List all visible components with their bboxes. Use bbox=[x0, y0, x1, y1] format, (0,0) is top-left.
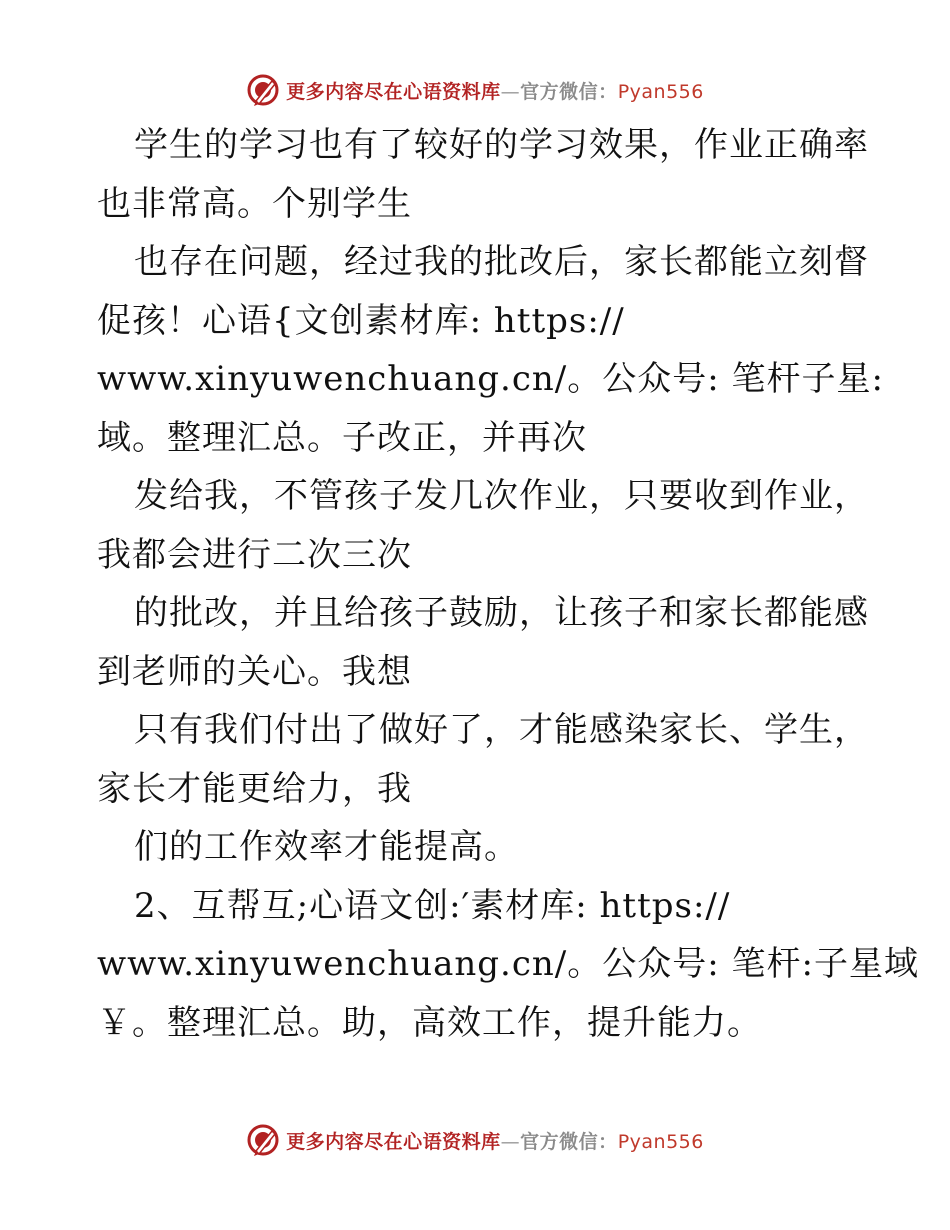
banner-main-text: 更多内容尽在心语资料库 bbox=[286, 1130, 501, 1153]
text-line: 发给我，不管孩子发几次作业，只要收到作业， bbox=[134, 476, 869, 516]
text-line: 促孩！心语{文创素材库: https:// bbox=[97, 300, 625, 341]
text-line: 也非常高。个别学生 bbox=[97, 183, 412, 224]
footer-banner bbox=[0, 1120, 950, 1160]
pen-logo-icon bbox=[246, 73, 280, 107]
text-line: 我都会进行二次三次 bbox=[97, 534, 412, 575]
text-line: 学生的学习也有了较好的学习效果，作业正确率 bbox=[134, 125, 869, 165]
banner-wechat-id: Pyan556 bbox=[617, 1130, 704, 1153]
body-text bbox=[97, 116, 919, 1052]
text-line: ￥。整理汇总。助，高效工作，提升能力。 bbox=[97, 1002, 762, 1043]
text-line: 2、互帮互;心语文创:′素材库: https:// bbox=[134, 885, 731, 926]
header-banner bbox=[0, 70, 950, 110]
banner-dash: — bbox=[500, 80, 521, 103]
banner-wechat-id: Pyan556 bbox=[617, 80, 704, 103]
text-line: www.xinyuwenchuang.cn/。公众号: 笔杆:子星域 bbox=[97, 944, 919, 984]
text-line: 们的工作效率才能提高。 bbox=[134, 827, 519, 867]
text-line: www.xinyuwenchuang.cn/。公众号: 笔杆子星: bbox=[97, 359, 884, 399]
pen-logo-icon bbox=[246, 1123, 280, 1157]
text-line: 到老师的关心。我想 bbox=[97, 651, 412, 692]
banner-dash: — bbox=[500, 1130, 521, 1153]
text-line: 域。整理汇总。子改正，并再次 bbox=[97, 417, 587, 458]
text-line: 也存在问题，经过我的批改后，家长都能立刻督 bbox=[134, 242, 869, 282]
banner-wechat-label: 官方微信： bbox=[520, 1130, 618, 1153]
text-line: 家长才能更给力，我 bbox=[97, 768, 412, 809]
text-line: 只有我们付出了做好了，才能感染家长、学生， bbox=[134, 710, 869, 750]
banner-main-text: 更多内容尽在心语资料库 bbox=[286, 80, 501, 103]
text-line: 的批改，并且给孩子鼓励，让孩子和家长都能感 bbox=[134, 593, 869, 633]
banner-wechat-label: 官方微信： bbox=[520, 80, 618, 103]
